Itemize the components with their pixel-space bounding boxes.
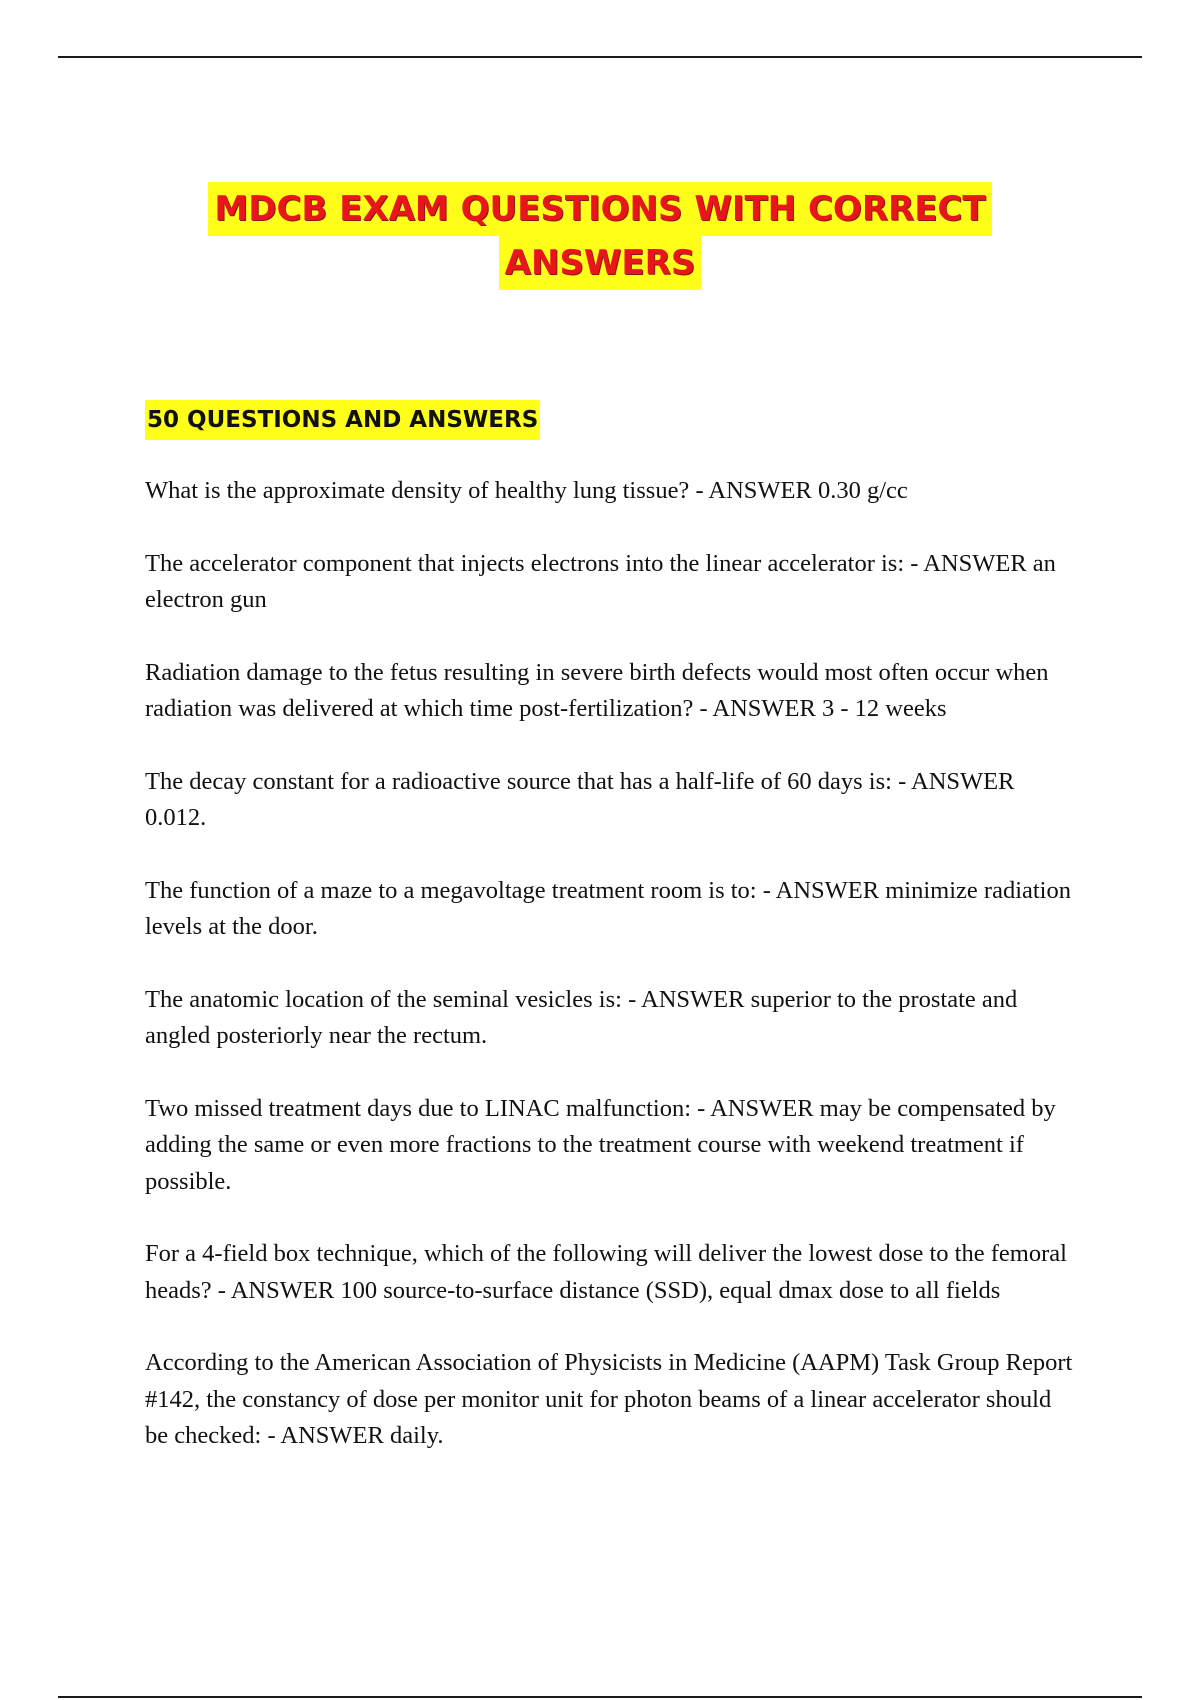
- qa-answer: 0.30 g/cc: [811, 477, 908, 504]
- qa-item: [145, 982, 1075, 1055]
- qa-answer: an electron gun: [145, 549, 1056, 613]
- title-line-1: MDCB EXAM QUESTIONS WITH CORRECT: [208, 182, 991, 236]
- qa-item: [145, 1091, 1075, 1201]
- qa-question: The function of a maze to a megavoltage treatment room is to:: [145, 876, 757, 904]
- bottom-rule: [58, 1696, 1142, 1698]
- qa-list: [145, 473, 1075, 1491]
- qa-item: [145, 873, 1075, 946]
- qa-answer: 0.012.: [145, 804, 207, 831]
- qa-item: [145, 546, 1075, 619]
- qa-answer-label: ANSWER: [641, 985, 745, 1013]
- qa-separator: -: [891, 767, 912, 795]
- top-rule: [58, 56, 1142, 58]
- qa-item: [145, 1236, 1075, 1309]
- qa-answer-label: ANSWER: [923, 549, 1027, 577]
- qa-answer-label: ANSWER: [708, 477, 812, 504]
- qa-answer-label: ANSWER: [710, 1094, 814, 1122]
- qa-separator: -: [261, 1422, 281, 1449]
- qa-answer: may be compensated by adding the same or even more fractions to the treatment course with weekend treatment if possible.: [145, 1094, 1056, 1195]
- title-line-2: ANSWERS: [499, 236, 702, 290]
- qa-separator: -: [691, 1094, 711, 1122]
- qa-item: [145, 655, 1075, 728]
- qa-answer-label: ANSWER: [280, 1422, 384, 1449]
- qa-question: The accelerator component that injects electrons into the linear accelerator is:: [145, 549, 905, 577]
- section-heading: 50 QUESTIONS AND ANSWERS: [145, 400, 540, 440]
- qa-separator: -: [621, 985, 641, 1013]
- qa-question: The decay constant for a radioactive source that has a half-life of 60 days is:: [145, 767, 892, 795]
- qa-question: The anatomic location of the seminal vesicles is:: [145, 985, 622, 1013]
- qa-item: [145, 473, 1075, 510]
- qa-answer-label: ANSWER: [775, 876, 880, 904]
- qa-question: Radiation damage to the fetus resulting in severe birth defects would most often occur when radiation was delivered at which time post-fertilization?: [145, 658, 1049, 722]
- qa-item: [145, 1345, 1075, 1455]
- qa-answer: minimize radiation levels at the door.: [145, 876, 1071, 940]
- qa-question: What is the approximate density of healthy lung tissue?: [145, 477, 690, 504]
- qa-answer: daily.: [383, 1422, 444, 1449]
- qa-question: For a 4-field box technique, which of the following will deliver the lowest dose to the femoral heads?: [145, 1240, 1067, 1304]
- qa-question: According to the American Association of Physicists in Medicine (AAPM) Task Group Report #142, the constancy of dose per monitor unit for photon beams of a linear accelerator should be checked:: [145, 1349, 1073, 1449]
- qa-answer: 100 source-to-surface distance (SSD), equal dmax dose to all fields: [334, 1276, 1001, 1304]
- qa-separator: -: [689, 477, 709, 504]
- qa-item: [145, 764, 1075, 837]
- qa-answer-label: ANSWER: [911, 767, 1015, 795]
- qa-separator: -: [693, 695, 713, 722]
- qa-answer-label: ANSWER: [712, 695, 816, 722]
- qa-answer: 3 - 12 weeks: [815, 695, 947, 722]
- qa-answer: superior to the prostate and angled posteriorly near the rectum.: [145, 985, 1018, 1049]
- qa-answer-label: ANSWER: [230, 1276, 335, 1304]
- qa-separator: -: [756, 876, 776, 904]
- qa-separator: -: [211, 1276, 231, 1304]
- qa-separator: -: [904, 549, 924, 577]
- document-title: [0, 182, 1200, 290]
- qa-question: Two missed treatment days due to LINAC malfunction:: [145, 1094, 692, 1122]
